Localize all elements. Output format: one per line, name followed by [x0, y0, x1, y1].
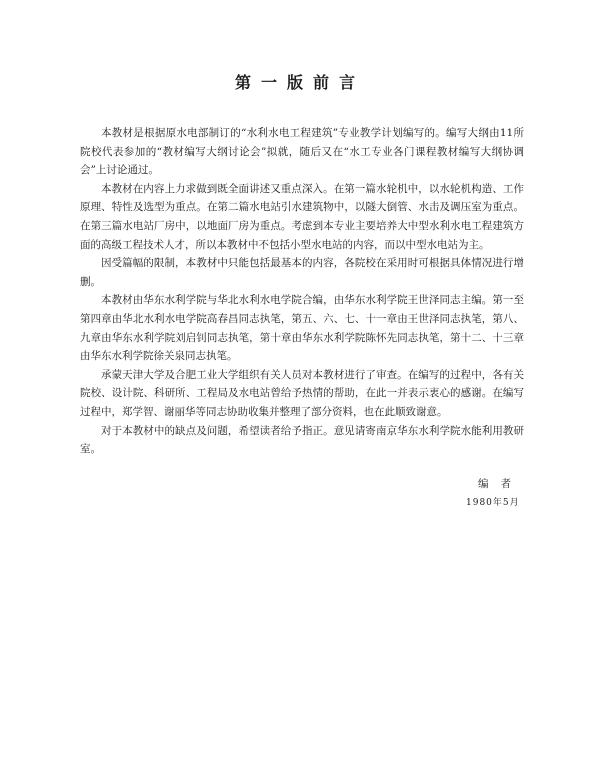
paragraph: 本教材在内容上力求做到既全面讲述又重点深入。在第一篇水轮机中，以水轮机构造、工作原理、特性及选型为重点。在第二篇水电站引水建筑物中，以隧大倒管、水击及调压室为重点。在第三篇水电站厂房中，以地面厂房为重点。考虑到本专业主要培养大中型水利水电工程建筑方面的高级工程技术人才，所以本教材中不包括小型水电站的内容，而以中型水电站为主。: [80, 182, 524, 251]
paragraph: 本教材由华东水利学院与华北水利水电学院合编，由华东水利学院王世泽同志主编。第一至第四章由华北水利水电学院高春昌同志执笔，第五、六、七、十一章由王世泽同志执笔，第八、九章由华东水利学院刘启钊同志执笔，第十章由华东水利学院陈怀先同志执笔，第十二、十三章由华东水利学院徐关泉同志执笔。: [80, 294, 524, 363]
signature-block: [0, 476, 600, 526]
paragraph: 承蒙天津大学及合肥工业大学组织有关人员对本教材进行了审查。在编写的过程中，各有关院校、设计院、科研所、工程局及水电站曾给予热情的帮助，在此一并表示衷心的感谢。在编写过程中，郑学智、谢丽华等同志协助收集并整理了部分资料，也在此顺致谢意。: [80, 368, 524, 418]
paragraph: 对于本教材中的缺点及问题，希望读者给予指正。意见请寄南京华东水利学院水能利用教研室。: [80, 424, 524, 456]
paragraph: 因受篇幅的限制，本教材中只能包括最基本的内容，各院校在采用时可根据具体情况进行增删。: [80, 257, 524, 288]
signature-date: 1980年5月: [466, 498, 520, 508]
page-title: 第一版前言: [234, 73, 365, 92]
preface-body: [80, 124, 524, 459]
paragraph: 本教材是根据原水电部制订的“水利水电工程建筑”专业教学计划编写的。编写大纲由11所院校代表参加的“教材编写大纲讨论会”拟就，随后又在“水工专业各门课程教材编写大纲协调会”上讨论通过。: [80, 127, 524, 177]
author-signature: 编者: [478, 478, 523, 490]
